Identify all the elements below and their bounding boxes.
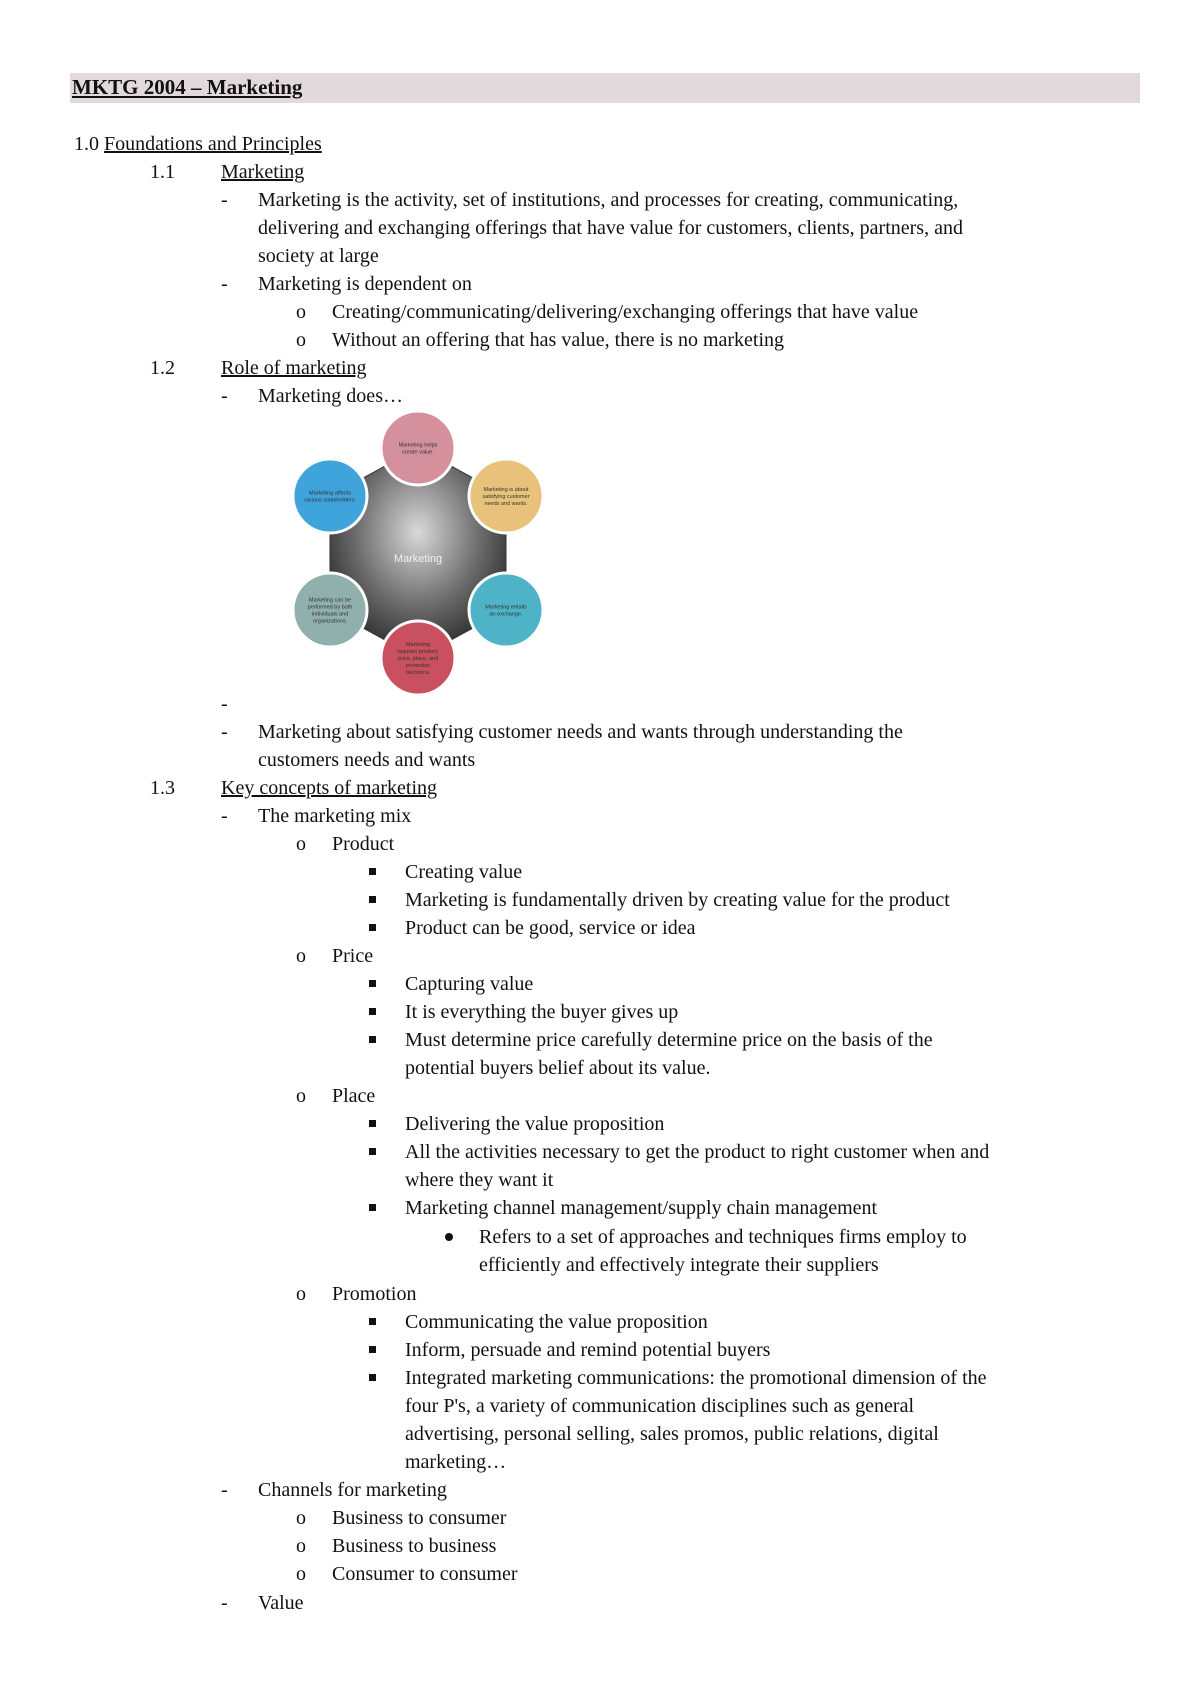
promotion-item-continued: advertising, personal selling, sales promos, public relations, digital — [405, 1423, 939, 1445]
promotion-label: Promotion — [332, 1283, 417, 1305]
channel-item: Consumer to consumer — [332, 1563, 518, 1585]
definition-line-1: Marketing is the activity, set of institutions, and processes for creating, communicating, — [258, 189, 959, 211]
channel-item: Business to business — [332, 1535, 497, 1557]
channels-text: Channels for marketing — [258, 1479, 447, 1501]
diagram-node-label: individuals and — [311, 611, 349, 618]
dash-bullet: - — [221, 721, 228, 743]
diagram-node-label: Marketing entails — [485, 604, 527, 611]
diagram-node-label: Marketing affects — [309, 490, 351, 497]
diagram-node-label: decisions. — [405, 670, 431, 676]
circle-bullet: o — [296, 1535, 306, 1557]
diagram-node-label: satisfying customer — [482, 494, 530, 500]
diagram-node-label: performed by both — [307, 604, 353, 611]
value-text: Value — [258, 1592, 304, 1614]
promotion-item: Communicating the value proposition — [405, 1311, 708, 1333]
square-bullet — [369, 1374, 376, 1381]
product-item: Marketing is fundamentally driven by creating value for the product — [405, 889, 950, 911]
section-heading — [74, 130, 322, 158]
page-title: MKTG 2004 – Marketing — [72, 75, 303, 99]
circle-bullet: o — [296, 1283, 306, 1305]
place-item-continued: where they want it — [405, 1169, 554, 1191]
square-bullet — [369, 980, 376, 987]
circle-bullet: o — [296, 1085, 306, 1107]
diagram-node-label: an exchange. — [489, 611, 523, 618]
subsection-heading-marketing: Marketing — [221, 161, 305, 183]
square-bullet — [369, 924, 376, 931]
channel-item: Business to consumer — [332, 1507, 507, 1529]
dash-bullet: - — [221, 189, 228, 211]
circle-bullet: o — [296, 329, 306, 351]
square-bullet — [369, 1318, 376, 1325]
square-bullet — [369, 1008, 376, 1015]
product-item: Product can be good, service or idea — [405, 917, 696, 939]
diagram-node-label: create value. — [402, 449, 434, 456]
place-item: Marketing channel management/supply chain management — [405, 1197, 878, 1219]
diagram-node — [381, 621, 455, 695]
dash-bullet: - — [221, 273, 228, 295]
product-label: Product — [332, 833, 395, 855]
dependent-text: Marketing is dependent on — [258, 273, 472, 295]
circle-bullet: o — [296, 1563, 306, 1585]
price-label: Price — [332, 945, 374, 967]
price-item: It is everything the buyer gives up — [405, 1001, 679, 1023]
diagram-node-label: Marketing helps — [398, 442, 438, 449]
definition-line-3: society at large — [258, 245, 379, 267]
circle-bullet: o — [296, 1507, 306, 1529]
section-title: Foundations and Principles — [104, 133, 322, 155]
subsection-number-1-3: 1.3 — [150, 777, 175, 799]
diagram-node-label: Marketing can be — [308, 597, 352, 604]
marketing-does-text: Marketing does… — [258, 385, 403, 407]
diagram-node-label: Marketing is about — [483, 487, 529, 493]
promotion-item: Integrated marketing communications: the promotional dimension of the — [405, 1367, 987, 1389]
diagram-node-label: various stakeholders. — [304, 497, 356, 504]
subsection-heading-key-concepts: Key concepts of marketing — [221, 777, 438, 799]
diagram-node-label: Marketing — [405, 642, 431, 648]
section-number: 1.0 — [74, 133, 99, 155]
place-subitem-line-1: Refers to a set of approaches and techniques firms employ to — [479, 1226, 967, 1248]
price-item: Must determine price carefully determine price on the basis of the — [405, 1029, 933, 1051]
subsection-number-1-2: 1.2 — [150, 357, 175, 379]
satisfy-line-2: customers needs and wants — [258, 749, 476, 771]
square-bullet — [369, 896, 376, 903]
diagram-node — [469, 459, 543, 533]
dash-bullet: - — [221, 805, 228, 827]
dependent-item: Without an offering that has value, there is no marketing — [332, 329, 785, 351]
square-bullet — [369, 1120, 376, 1127]
square-bullet — [369, 1148, 376, 1155]
diagram-node-label: organizations. — [312, 618, 348, 625]
dash-bullet: - — [221, 693, 228, 715]
promotion-item: Inform, persuade and remind potential buyers — [405, 1339, 771, 1361]
dependent-item: Creating/communicating/delivering/exchanging offerings that have value — [332, 301, 919, 323]
subsection-heading-role: Role of marketing — [221, 357, 367, 379]
price-item: Capturing value — [405, 973, 534, 995]
promotion-item-continued: four P's, a variety of communication disciplines such as general — [405, 1395, 915, 1417]
subsection-number-1-1: 1.1 — [150, 161, 175, 183]
diagram-node — [469, 573, 543, 647]
diagram-svg — [278, 408, 558, 708]
diagram-node — [293, 573, 367, 647]
marketing-role-diagram — [278, 408, 558, 708]
circle-bullet: o — [296, 301, 306, 323]
marketing-mix-text: The marketing mix — [258, 805, 412, 827]
satisfy-line-1: Marketing about satisfying customer needs and wants through understanding the — [258, 721, 903, 743]
price-item-continued: potential buyers belief about its value. — [405, 1057, 711, 1079]
diagram-node-label: requires product, — [397, 649, 439, 655]
dash-bullet: - — [221, 385, 228, 407]
round-bullet — [445, 1233, 453, 1241]
diagram-node — [381, 411, 455, 485]
diagram-node-label: promotion — [405, 663, 431, 669]
place-item: All the activities necessary to get the product to right customer when and — [405, 1141, 990, 1163]
diagram-node-label: price, place, and — [397, 656, 439, 662]
diagram-node-label: needs and wants. — [484, 501, 528, 507]
promotion-item-continued: marketing… — [405, 1451, 507, 1473]
dash-bullet: - — [221, 1479, 228, 1501]
diagram-node — [293, 459, 367, 533]
definition-line-2: delivering and exchanging offerings that have value for customers, clients, partners, and — [258, 217, 963, 239]
circle-bullet: o — [296, 833, 306, 855]
square-bullet — [369, 868, 376, 875]
diagram-center-label: Marketing — [393, 553, 443, 565]
place-subitem-line-2: efficiently and effectively integrate their suppliers — [479, 1254, 879, 1276]
place-label: Place — [332, 1085, 376, 1107]
circle-bullet: o — [296, 945, 306, 967]
place-item: Delivering the value proposition — [405, 1113, 665, 1135]
square-bullet — [369, 1346, 376, 1353]
square-bullet — [369, 1036, 376, 1043]
dash-bullet: - — [221, 1592, 228, 1614]
product-item: Creating value — [405, 861, 523, 883]
square-bullet — [369, 1204, 376, 1211]
